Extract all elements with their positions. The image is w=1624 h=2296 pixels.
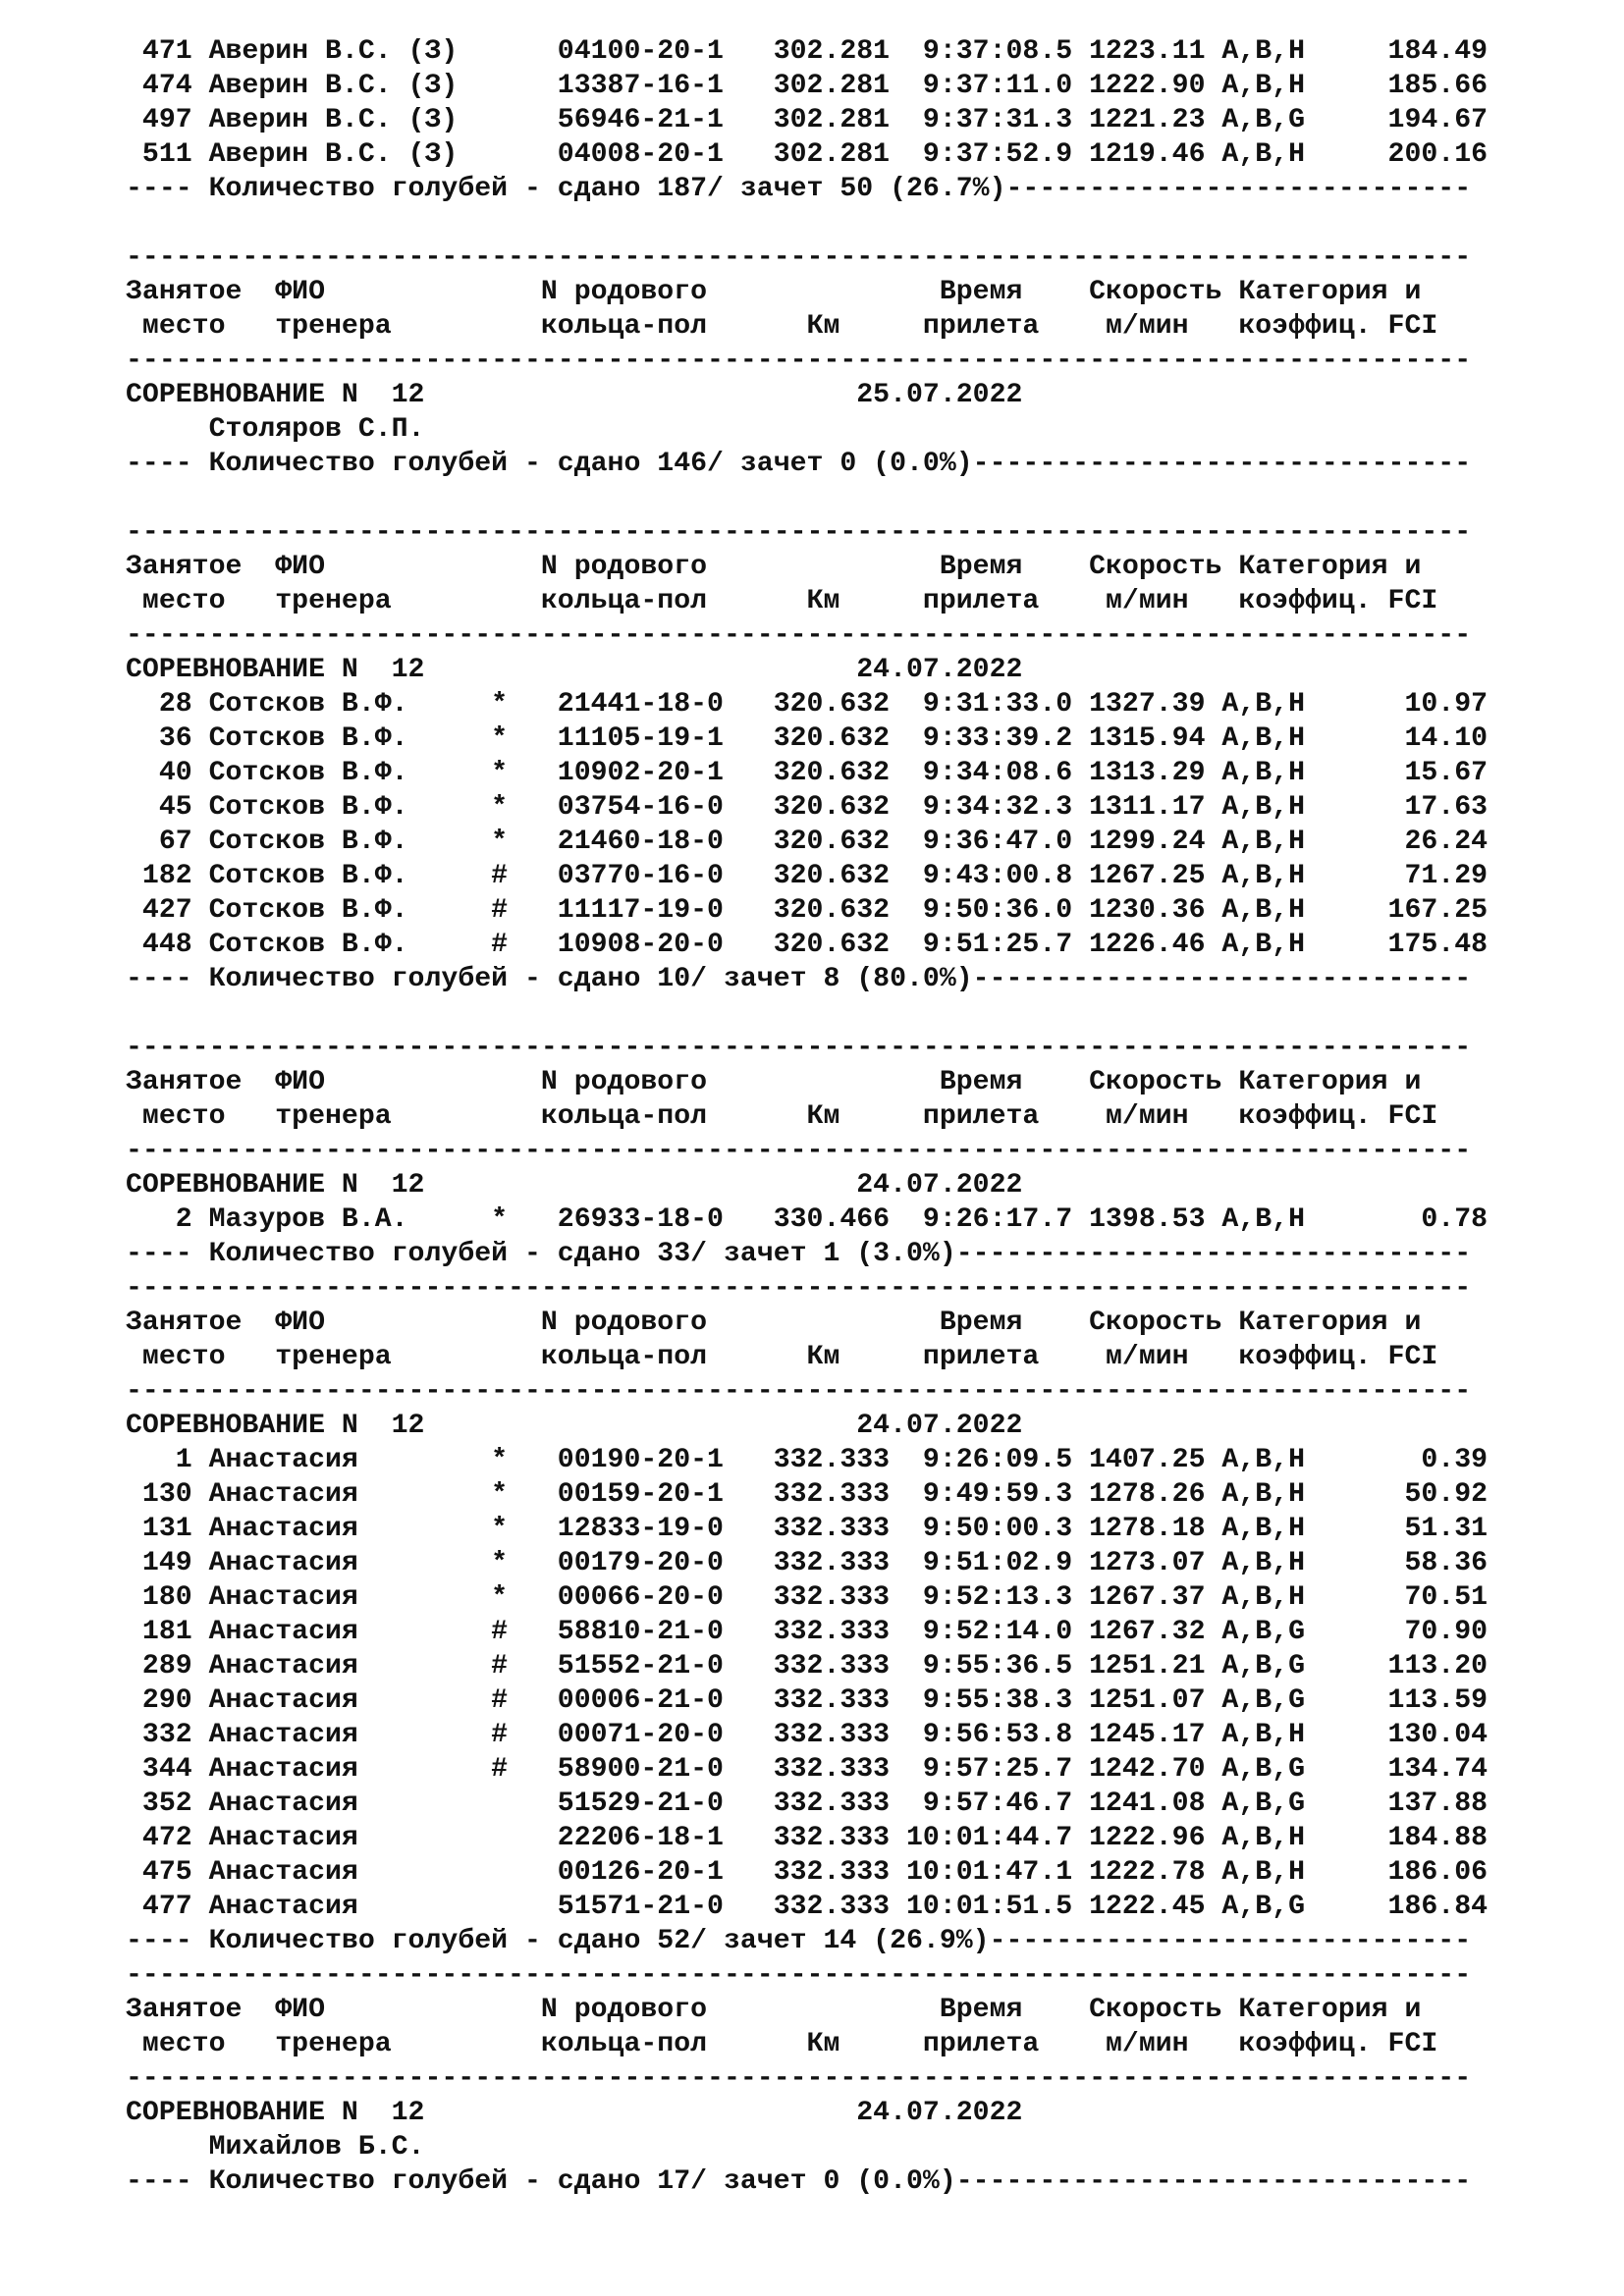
column-header: место тренера кольца-пол Км прилета м/мин коэффиц. FCI: [126, 1101, 1438, 1132]
separator-line: ---------------------------------------------------------------------------------: [126, 1033, 1472, 1063]
separator-line: ---------------------------------------------------------------------------------: [126, 242, 1472, 273]
summary-line: ---- Количество голубей - сдано 10/ зачет 8 (80.0%)------------------------------: [126, 964, 1472, 994]
result-row: 448 Сотсков В.Ф. # 10908-20-0 320.632 9:51:25.7 1226.46 A,B,H 175.48: [126, 930, 1489, 960]
result-row: 149 Анастасия * 00179-20-0 332.333 9:51:02.9 1273.07 A,B,H 58.36: [126, 1548, 1489, 1578]
result-row: 45 Сотсков В.Ф. * 03754-16-0 320.632 9:34:32.3 1311.17 A,B,H 17.63: [126, 792, 1489, 823]
column-header: Занятое ФИО N родового Время Скорость Категория и: [126, 552, 1422, 582]
separator-line: ---------------------------------------------------------------------------------: [126, 620, 1472, 651]
result-row: 1 Анастасия * 00190-20-1 332.333 9:26:09.5 1407.25 A,B,H 0.39: [126, 1445, 1489, 1475]
result-row: 477 Анастасия 51571-21-0 332.333 10:01:51.5 1222.45 A,B,G 186.84: [126, 1892, 1489, 1922]
column-header: Занятое ФИО N родового Время Скорость Категория и: [126, 277, 1422, 307]
separator-line: ---------------------------------------------------------------------------------: [126, 2063, 1472, 2094]
result-row: 131 Анастасия * 12833-19-0 332.333 9:50:00.3 1278.18 A,B,H 51.31: [126, 1514, 1489, 1544]
result-row: 36 Сотсков В.Ф. * 11105-19-1 320.632 9:33:39.2 1315.94 A,B,H 14.10: [126, 723, 1489, 754]
column-header: Занятое ФИО N родового Время Скорость Категория и: [126, 1308, 1422, 1338]
result-row: 471 Аверин В.С. (З) 04100-20-1 302.281 9:37:08.5 1223.11 A,B,H 184.49: [126, 36, 1489, 67]
separator-line: ---------------------------------------------------------------------------------: [126, 1136, 1472, 1166]
result-row: 511 Аверин В.С. (З) 04008-20-1 302.281 9:37:52.9 1219.46 A,B,H 200.16: [126, 139, 1489, 170]
result-row: 427 Сотсков В.Ф. # 11117-19-0 320.632 9:50:36.0 1230.36 A,B,H 167.25: [126, 895, 1489, 926]
result-row: 497 Аверин В.С. (З) 56946-21-1 302.281 9:37:31.3 1221.23 A,B,G 194.67: [126, 105, 1489, 135]
result-row: 182 Сотсков В.Ф. # 03770-16-0 320.632 9:43:00.8 1267.25 A,B,H 71.29: [126, 861, 1489, 891]
result-row: 67 Сотсков В.Ф. * 21460-18-0 320.632 9:36:47.0 1299.24 A,B,H 26.24: [126, 827, 1489, 857]
result-row: 475 Анастасия 00126-20-1 332.333 10:01:47.1 1222.78 A,B,H 186.06: [126, 1857, 1489, 1888]
column-header: место тренера кольца-пол Км прилета м/мин коэффиц. FCI: [126, 2029, 1438, 2059]
competition-heading: СОРЕВНОВАНИЕ N 12 25.07.2022: [126, 380, 1023, 410]
separator-line: ---------------------------------------------------------------------------------: [126, 1376, 1472, 1407]
separator-line: ---------------------------------------------------------------------------------: [126, 346, 1472, 376]
column-header: Занятое ФИО N родового Время Скорость Категория и: [126, 1995, 1422, 2025]
result-row: 181 Анастасия # 58810-21-0 332.333 9:52:14.0 1267.32 A,B,G 70.90: [126, 1617, 1489, 1647]
competition-heading: СОРЕВНОВАНИЕ N 12 24.07.2022: [126, 1170, 1023, 1201]
summary-line: ---- Количество голубей - сдано 17/ зачет 0 (0.0%)-------------------------------: [126, 2166, 1472, 2197]
result-row: 289 Анастасия # 51552-21-0 332.333 9:55:36.5 1251.21 A,B,G 113.20: [126, 1651, 1489, 1682]
summary-line: ---- Количество голубей - сдано 187/ зачет 50 (26.7%)----------------------------: [126, 174, 1472, 204]
result-row: 474 Аверин В.С. (З) 13387-16-1 302.281 9:37:11.0 1222.90 A,B,H 185.66: [126, 71, 1489, 101]
trainer-name: Столяров С.П.: [126, 414, 425, 445]
blank-line: [126, 996, 1604, 1031]
competition-heading: СОРЕВНОВАНИЕ N 12 24.07.2022: [126, 2098, 1023, 2128]
competition-heading: СОРЕВНОВАНИЕ N 12 24.07.2022: [126, 655, 1023, 685]
column-header: место тренера кольца-пол Км прилета м/мин коэффиц. FCI: [126, 311, 1438, 342]
result-row: 40 Сотсков В.Ф. * 10902-20-1 320.632 9:34:08.6 1313.29 A,B,H 15.67: [126, 758, 1489, 788]
separator-line: ---------------------------------------------------------------------------------: [126, 1960, 1472, 1991]
blank-line: [126, 481, 1604, 515]
result-row: 290 Анастасия # 00006-21-0 332.333 9:55:38.3 1251.07 A,B,G 113.59: [126, 1685, 1489, 1716]
column-header: Занятое ФИО N родового Время Скорость Категория и: [126, 1067, 1422, 1097]
trainer-name: Михайлов Б.С.: [126, 2132, 425, 2163]
result-row: 2 Мазуров В.А. * 26933-18-0 330.466 9:26:17.7 1398.53 A,B,H 0.78: [126, 1204, 1489, 1235]
result-row: 28 Сотсков В.Ф. * 21441-18-0 320.632 9:31:33.0 1327.39 A,B,H 10.97: [126, 689, 1489, 720]
separator-line: ---------------------------------------------------------------------------------: [126, 517, 1472, 548]
result-row: 332 Анастасия # 00071-20-0 332.333 9:56:53.8 1245.17 A,B,H 130.04: [126, 1720, 1489, 1750]
result-row: 352 Анастасия 51529-21-0 332.333 9:57:46.7 1241.08 A,B,G 137.88: [126, 1789, 1489, 1819]
column-header: место тренера кольца-пол Км прилета м/мин коэффиц. FCI: [126, 586, 1438, 616]
result-row: 344 Анастасия # 58900-21-0 332.333 9:57:25.7 1242.70 A,B,G 134.74: [126, 1754, 1489, 1785]
summary-line: ---- Количество голубей - сдано 33/ зачет 1 (3.0%)-------------------------------: [126, 1239, 1472, 1269]
column-header: место тренера кольца-пол Км прилета м/мин коэффиц. FCI: [126, 1342, 1438, 1372]
summary-line: ---- Количество голубей - сдано 146/ зачет 0 (0.0%)------------------------------: [126, 449, 1472, 479]
separator-line: ---------------------------------------------------------------------------------: [126, 1273, 1472, 1304]
result-row: 130 Анастасия * 00159-20-1 332.333 9:49:59.3 1278.26 A,B,H 50.92: [126, 1479, 1489, 1510]
summary-line: ---- Количество голубей - сдано 52/ зачет 14 (26.9%)-----------------------------: [126, 1926, 1472, 1956]
result-row: 472 Анастасия 22206-18-1 332.333 10:01:44.7 1222.96 A,B,H 184.88: [126, 1823, 1489, 1853]
result-row: 180 Анастасия * 00066-20-0 332.333 9:52:13.3 1267.37 A,B,H 70.51: [126, 1582, 1489, 1613]
blank-line: [126, 206, 1604, 240]
competition-heading: СОРЕВНОВАНИЕ N 12 24.07.2022: [126, 1411, 1023, 1441]
